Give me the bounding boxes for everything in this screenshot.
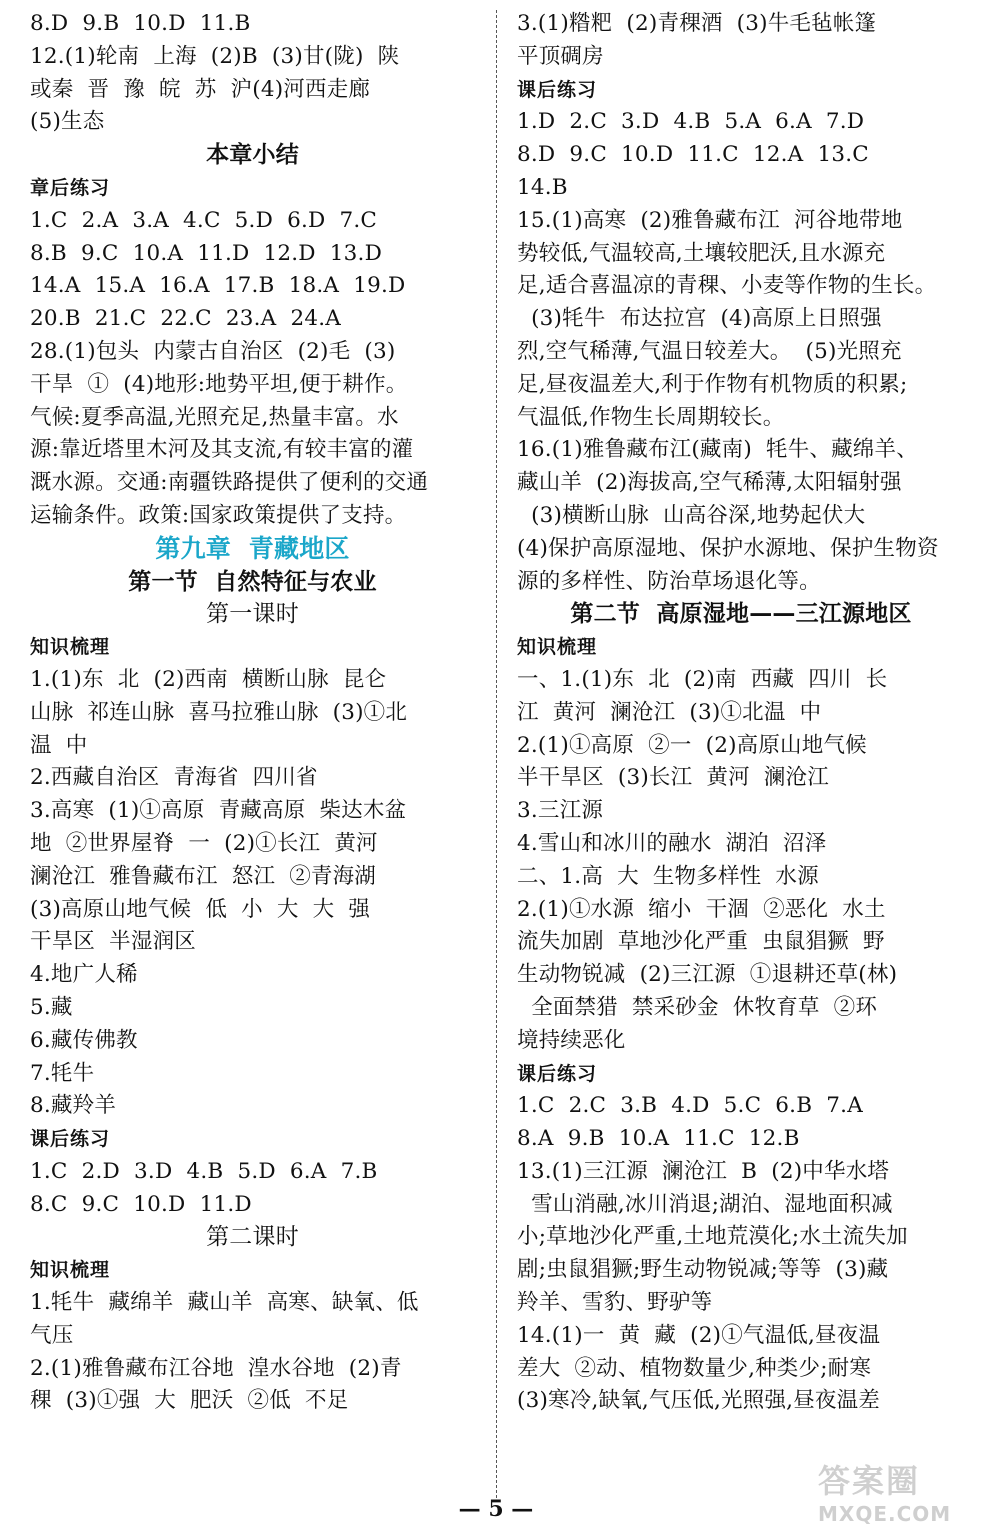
title-line: 第一节 自然特征与农业 <box>128 568 377 595</box>
answer-line: 8.B 9.C 10.A 11.D 12.D 13.D <box>30 240 383 266</box>
answer-line: 平顶碉房 <box>517 43 604 69</box>
answer-line: 气候:夏季高温,光照充足,热量丰富。水 <box>30 404 399 430</box>
section-heading: 课后练习 <box>517 1062 598 1085</box>
answer-line: 14.A 15.A 16.A 17.B 18.A 19.D <box>30 273 406 299</box>
section-heading: 知识梳理 <box>517 636 598 659</box>
answer-line: 干旱 ① (4)地形:地势平坦,便于耕作。 <box>30 371 408 397</box>
answer-line: 小;草地沙化严重,土地荒漠化;水土流失加 <box>517 1224 908 1250</box>
answer-line: 流失加剧 草地沙化严重 虫鼠猖獗 野 <box>517 929 885 955</box>
watermark-url: MXQE.COM <box>818 1502 952 1526</box>
answer-line: (3)横断山脉 山高谷深,地势起伏大 <box>517 502 866 528</box>
answer-line: 13.(1)三江源 澜沧江 B (2)中华水塔 <box>517 1158 890 1184</box>
answer-line: 半干旱区 (3)长江 黄河 澜沧江 <box>517 765 829 791</box>
answer-line: 势较低,气温较高,土壤较肥沃,且水源充 <box>517 240 886 266</box>
section-heading: 课后练习 <box>517 78 598 101</box>
answer-line: 2.(1)①高原 ②一 (2)高原山地气候 <box>517 732 867 758</box>
answer-line: 8.A 9.B 10.A 11.C 12.B <box>517 1126 800 1152</box>
answer-line: 14.B <box>517 174 568 200</box>
answer-line: 全面禁猎 禁采砂金 休牧育草 ②环 <box>517 994 878 1020</box>
answer-line: 剧;虫鼠猖獗;野生动物锐减;等等 (3)藏 <box>517 1257 889 1283</box>
answer-line: 干旱区 半湿润区 <box>30 929 196 955</box>
answer-line: 生动物锐减 (2)三江源 ①退耕还草(林) <box>517 962 898 988</box>
answer-line: 气压 <box>30 1322 74 1348</box>
answer-line: 澜沧江 雅鲁藏布江 怒江 ②青海湖 <box>30 863 377 889</box>
answer-line: 2.西藏自治区 青海省 四川省 <box>30 765 318 791</box>
answer-line: 5.藏 <box>30 994 73 1020</box>
answer-line: 2.(1)雅鲁藏布江谷地 湟水谷地 (2)青 <box>30 1355 402 1381</box>
answer-line: 足,适合喜温凉的青稞、小麦等作物的生长。 <box>517 273 937 299</box>
answer-line: 8.D 9.C 10.D 11.C 12.A 13.C <box>517 142 869 168</box>
answer-line: 温 中 <box>30 732 88 758</box>
answer-line: 雪山消融,冰川消退;湖泊、湿地面积减 <box>517 1191 893 1217</box>
answer-line: 1.牦牛 藏绵羊 藏山羊 高寒、缺氧、低 <box>30 1290 419 1316</box>
answer-line: 8.藏羚羊 <box>30 1093 117 1119</box>
section-heading: 知识梳理 <box>30 636 111 659</box>
answer-line: 1.C 2.C 3.B 4.D 5.C 6.B 7.A <box>517 1093 863 1119</box>
answer-line: (3)寒冷,缺氧,气压低,光照强,昼夜温差 <box>517 1388 880 1414</box>
answer-line: 1.C 2.A 3.A 4.C 5.D 6.D 7.C <box>30 207 378 233</box>
answer-line: (3)高原山地气候 低 小 大 大 强 <box>30 896 371 922</box>
answer-line: 源的多样性、防治草场退化等。 <box>517 568 821 594</box>
section-heading: 课后练习 <box>30 1128 111 1151</box>
section-heading: 章后练习 <box>30 176 111 199</box>
answer-line: 7.牦牛 <box>30 1060 95 1086</box>
page-number: — 5 — <box>458 1496 534 1522</box>
answer-line: (5)生态 <box>30 109 105 135</box>
section-heading: 知识梳理 <box>30 1259 111 1282</box>
left-column <box>30 8 475 1418</box>
answer-line: 16.(1)雅鲁藏布江(藏南) 牦牛、藏绵羊、 <box>517 437 918 463</box>
right-column <box>517 8 965 1418</box>
watermark <box>818 1456 978 1526</box>
answer-line: 源:靠近塔里木河及其支流,有较丰富的灌 <box>30 437 414 463</box>
answer-line: 14.(1)一 黄 藏 (2)①气温低,昼夜温 <box>517 1322 881 1348</box>
title-line: 第一课时 <box>206 601 299 628</box>
answer-line: (4)保护高原湿地、保护水源地、保护生物资 <box>517 535 939 561</box>
answer-line: 8.D 9.B 10.D 11.B <box>30 11 251 36</box>
title-line: 第二课时 <box>206 1224 299 1251</box>
answer-line: 15.(1)高寒 (2)雅鲁藏布江 河谷地带地 <box>517 207 903 233</box>
answer-line: 一、1.(1)东 北 (2)南 西藏 四川 长 <box>517 666 888 692</box>
answer-line: (3)牦牛 布达拉宫 (4)高原上日照强 <box>517 306 882 332</box>
answer-line: 1.C 2.D 3.D 4.B 5.D 6.A 7.B <box>30 1158 378 1184</box>
answer-line: 差大 ②动、植物数量少,种类少;耐寒 <box>517 1355 872 1381</box>
answer-line: 足,昼夜温差大,利于作物有机物质的积累; <box>517 371 908 397</box>
answer-line: 8.C 9.C 10.D 11.D <box>30 1191 252 1217</box>
answer-line: 2.(1)①水源 缩小 干涸 ②恶化 水土 <box>517 896 886 922</box>
answer-line: 20.B 21.C 22.C 23.A 24.A <box>30 306 341 332</box>
answer-line: 二、1.高 大 生物多样性 水源 <box>517 863 819 889</box>
answer-line: 1.(1)东 北 (2)西南 横断山脉 昆仑 <box>30 666 387 692</box>
answer-line: 地 ②世界屋脊 一 (2)①长江 黄河 <box>30 830 378 856</box>
column-divider <box>496 10 497 1498</box>
answer-line: 4.雪山和冰川的融水 湖泊 沼泽 <box>517 830 827 856</box>
answer-line: 3.三江源 <box>517 798 604 824</box>
title-line: 第二节 高原湿地——三江源地区 <box>570 601 912 628</box>
title-line: 第九章 青藏地区 <box>155 533 350 563</box>
answer-line: 烈,空气稀薄,气温日较差大。 (5)光照充 <box>517 338 902 364</box>
answer-line: 28.(1)包头 内蒙古自治区 (2)毛 (3) <box>30 338 396 364</box>
title-line: 本章小结 <box>206 142 299 169</box>
answer-line: 运输条件。政策:国家政策提供了支持。 <box>30 502 407 528</box>
answer-line: 境持续恶化 <box>517 1027 626 1053</box>
answer-line: 气温低,作物生长周期较长。 <box>517 404 785 430</box>
answer-line: 溉水源。交通:南疆铁路提供了便利的交通 <box>30 470 429 496</box>
answer-line: 江 黄河 澜沧江 (3)①北温 中 <box>517 699 822 725</box>
answer-line: 3.高寒 (1)①高原 青藏高原 柴达木盆 <box>30 798 407 824</box>
watermark-logo: 答案圈 <box>818 1462 921 1500</box>
answer-line: 或秦 晋 豫 皖 苏 沪(4)河西走廊 <box>30 76 371 102</box>
answer-line: 稞 (3)①强 大 肥沃 ②低 不足 <box>30 1388 349 1414</box>
answer-line: 3.(1)糌粑 (2)青稞酒 (3)牛毛毡帐篷 <box>517 11 877 36</box>
answer-line: 山脉 祁连山脉 喜马拉雅山脉 (3)①北 <box>30 699 408 725</box>
answer-line: 藏山羊 (2)海拔高,空气稀薄,太阳辐射强 <box>517 470 902 496</box>
answer-line: 1.D 2.C 3.D 4.B 5.A 6.A 7.D <box>517 109 865 135</box>
answer-line: 12.(1)轮南 上海 (2)B (3)甘(陇) 陕 <box>30 43 400 69</box>
answer-line: 羚羊、雪豹、野驴等 <box>517 1290 713 1316</box>
answer-line: 4.地广人稀 <box>30 962 138 988</box>
answer-line: 6.藏传佛教 <box>30 1027 138 1053</box>
